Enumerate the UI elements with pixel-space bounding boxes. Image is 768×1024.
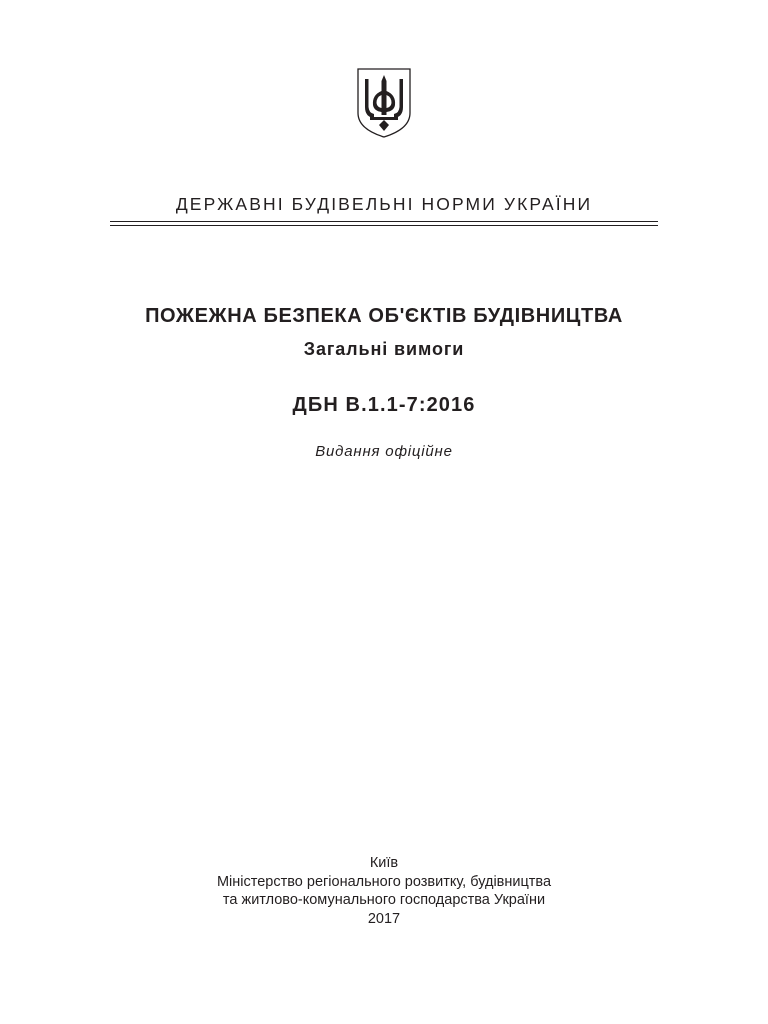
document-code: ДБН В.1.1-7:2016: [292, 394, 476, 416]
imprint-block: [0, 854, 768, 928]
imprint-year: 2017: [367, 910, 401, 927]
imprint-publisher-line-1: Міністерство регіонального розвитку, будівництва: [216, 873, 552, 890]
double-rule-divider: [110, 221, 658, 226]
edition-note: Видання офіційне: [315, 443, 453, 460]
document-subtitle: Загальні вимоги: [303, 339, 465, 359]
imprint-publisher-line-2: та житлово-комунального господарства України: [222, 892, 546, 908]
document-title: ПОЖЕЖНА БЕЗПЕКА ОБ'ЄКТІВ БУДІВНИЦТВА: [145, 305, 623, 327]
imprint-city: Київ: [369, 855, 399, 871]
standards-series-title: ДЕРЖАВНІ БУДІВЕЛЬНІ НОРМИ УКРАЇНИ: [175, 194, 593, 214]
trident-icon: [356, 67, 412, 139]
